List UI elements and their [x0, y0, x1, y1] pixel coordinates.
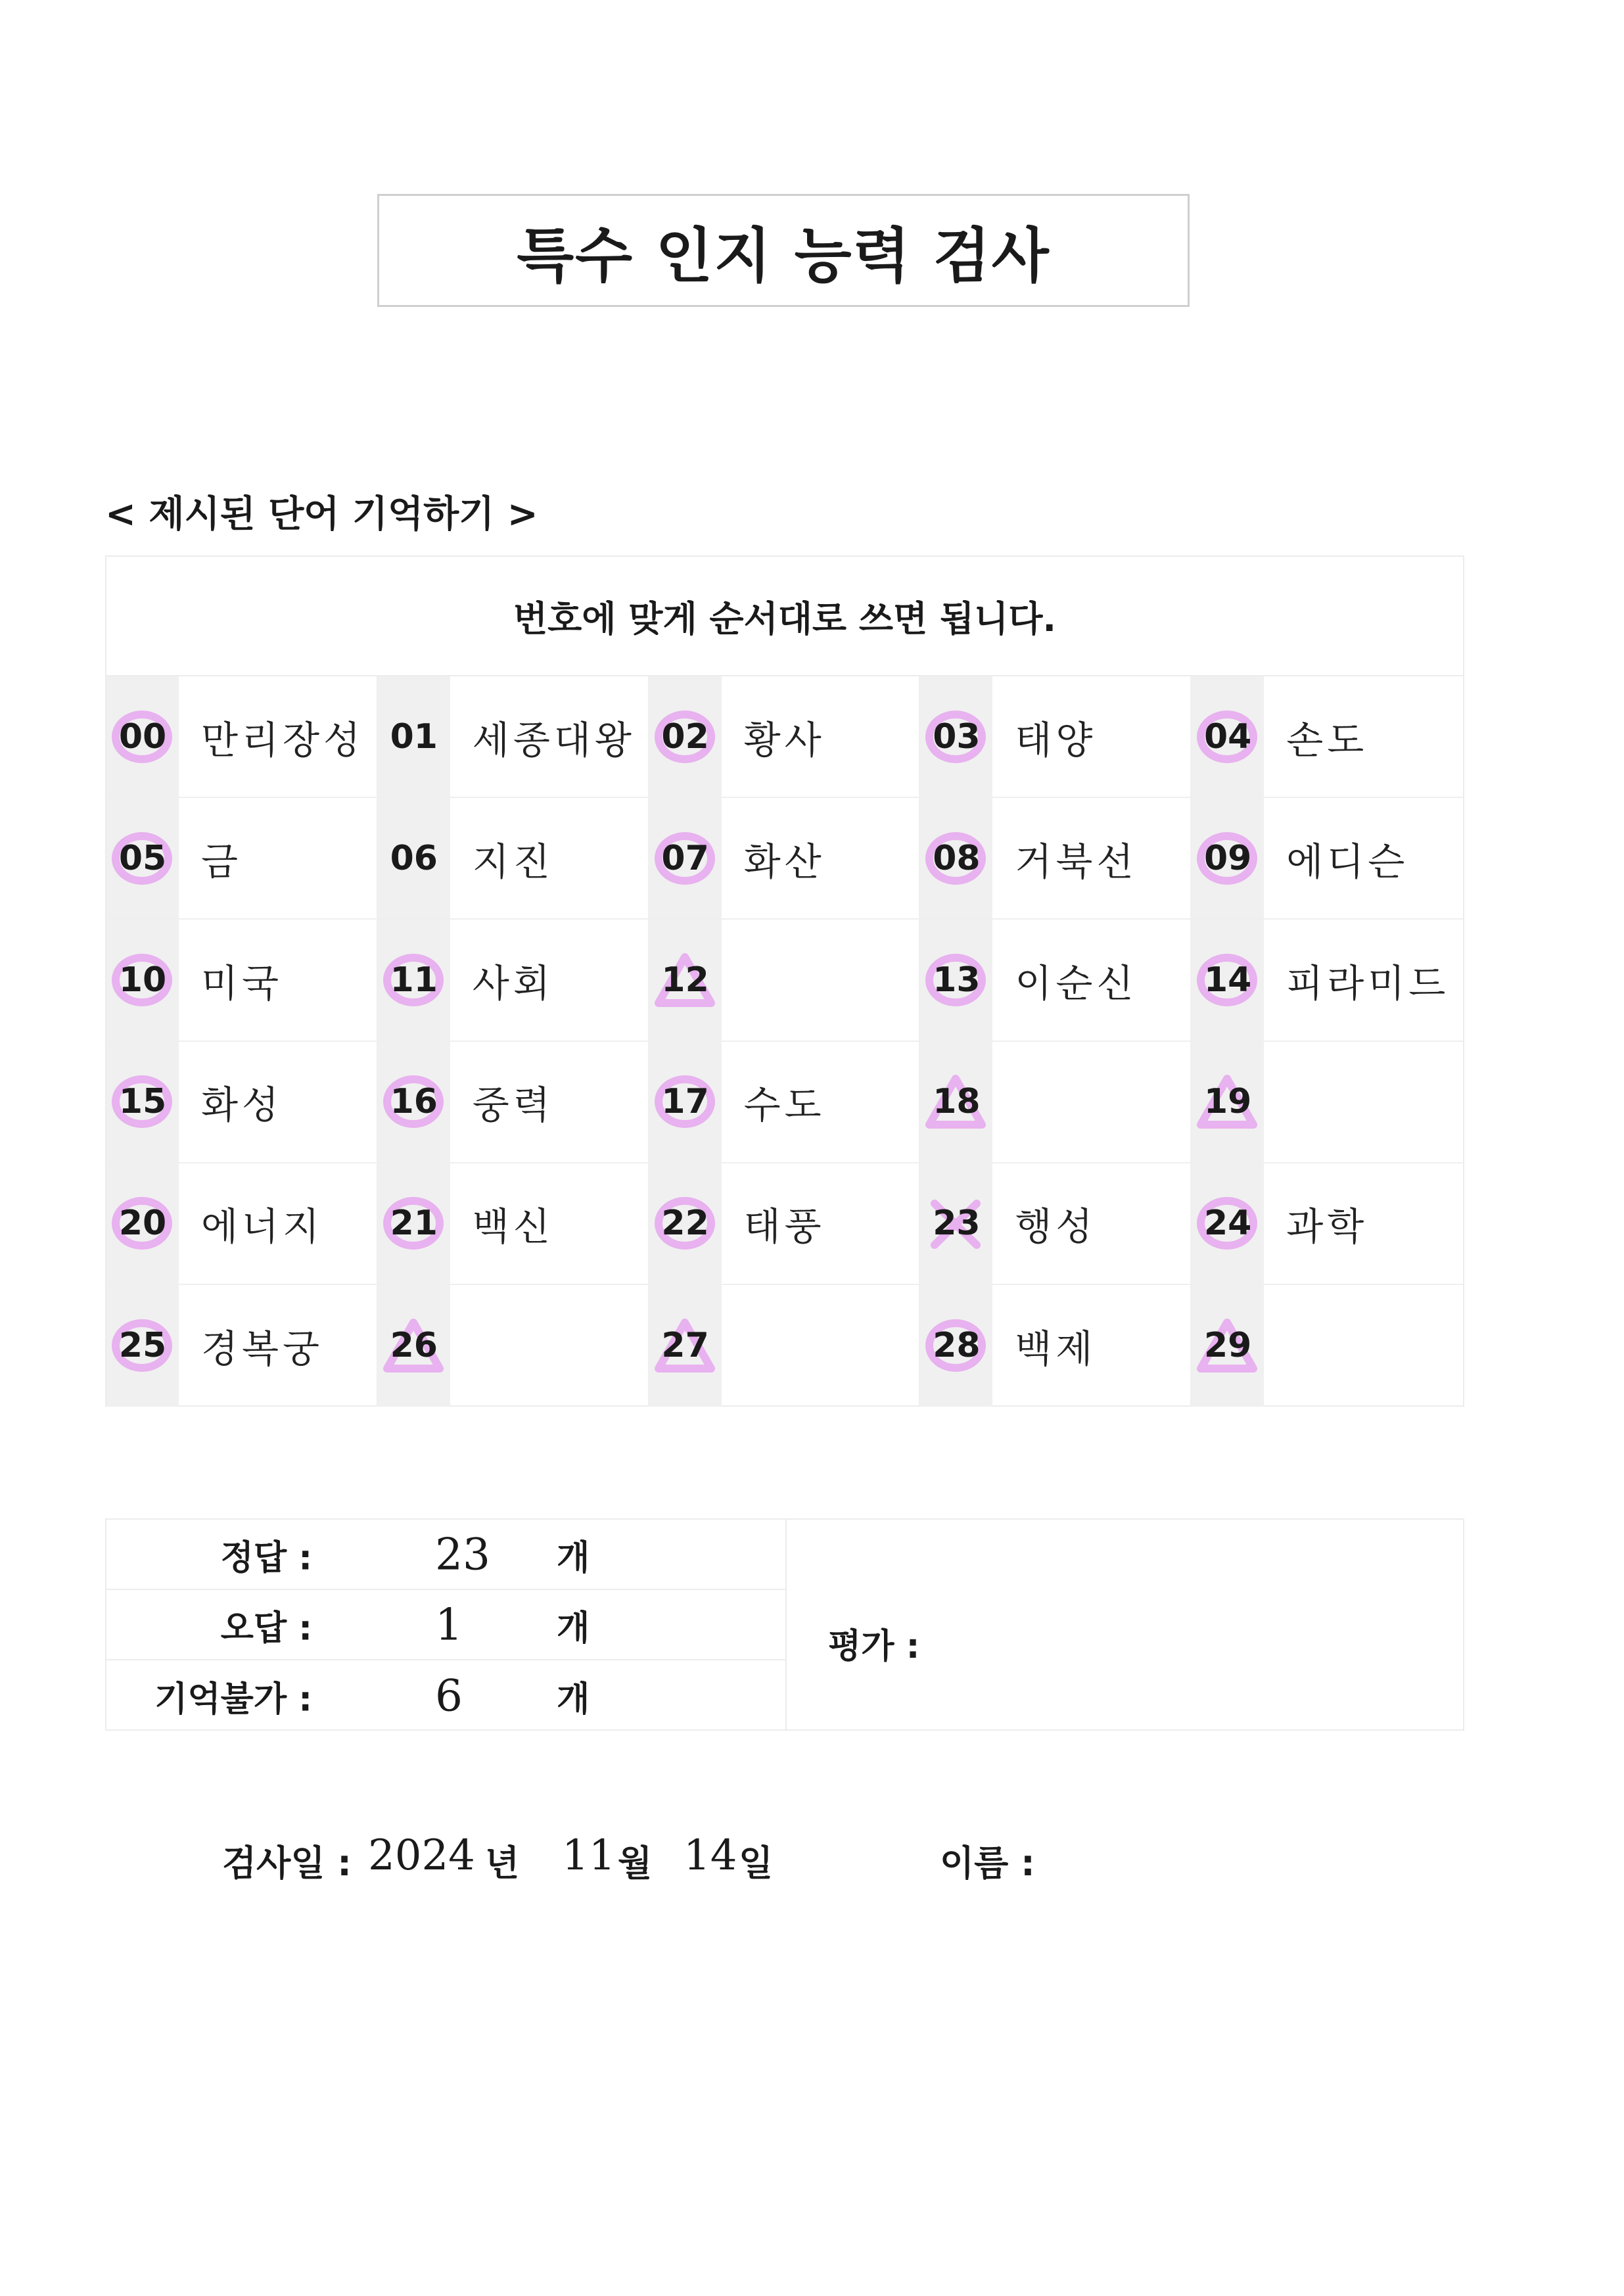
number-column: [1192, 1042, 1264, 1162]
date-year: 2024: [368, 1831, 475, 1880]
item-number: 09: [1204, 838, 1252, 878]
item-number: 10: [118, 960, 167, 1000]
word-cell-08: [920, 798, 1192, 920]
item-number: 21: [390, 1204, 438, 1244]
score-box: [105, 1518, 1464, 1731]
word-cell-21: [378, 1163, 649, 1285]
word-cell-29: [1192, 1285, 1463, 1407]
word-cell-16: [378, 1042, 649, 1163]
section-heading: < 제시된 단어 기억하기 >: [105, 493, 538, 536]
word-cell-09: [1192, 798, 1463, 920]
item-number: 03: [933, 716, 981, 757]
item-number: 08: [933, 838, 981, 878]
number-column: [106, 1042, 179, 1162]
number-column: [378, 1163, 450, 1284]
number-column: [649, 1285, 722, 1407]
evaluation-label: 평가 :: [828, 1627, 920, 1666]
wrong-row: [106, 1590, 785, 1660]
unknown-value: 6: [435, 1670, 463, 1721]
item-number: 11: [390, 960, 438, 1000]
item-number: 13: [933, 960, 981, 1000]
number-column: [649, 676, 722, 797]
handwritten-answer: 피라미드: [1286, 960, 1450, 1006]
handwritten-answer: 중력: [472, 1083, 554, 1128]
number-column: [106, 676, 179, 797]
word-cell-14: [1192, 920, 1463, 1041]
item-number: 00: [118, 716, 167, 757]
handwritten-answer: 에너지: [201, 1204, 324, 1250]
item-number: 20: [118, 1204, 167, 1244]
word-cell-05: [106, 798, 378, 920]
item-number: 27: [661, 1326, 709, 1366]
handwritten-answer: 백제: [1015, 1326, 1097, 1372]
handwritten-answer: 행성: [1015, 1204, 1097, 1250]
wrong-value: 1: [435, 1599, 463, 1650]
number-column: [106, 1163, 179, 1284]
word-cell-03: [920, 676, 1192, 798]
word-cell-11: [378, 920, 649, 1041]
word-cell-20: [106, 1163, 378, 1285]
handwritten-answer: 과학: [1286, 1204, 1368, 1250]
word-cell-04: [1192, 676, 1463, 798]
item-number: 06: [390, 838, 438, 878]
number-column: [378, 676, 450, 797]
item-number: 05: [118, 838, 167, 878]
word-cell-17: [649, 1042, 921, 1163]
handwritten-answer: 사회: [472, 960, 554, 1006]
number-column: [378, 920, 450, 1040]
item-number: 14: [1204, 960, 1252, 1000]
handwritten-answer: 화성: [201, 1083, 283, 1128]
date-day: 14: [684, 1831, 737, 1880]
unknown-label: 기억불가 :: [154, 1679, 312, 1719]
handwritten-answer: 수도: [743, 1083, 825, 1128]
date-month: 11: [562, 1831, 616, 1880]
handwritten-answer: 태풍: [743, 1204, 825, 1250]
number-column: [106, 798, 179, 918]
item-number: 18: [933, 1082, 981, 1122]
item-number: 17: [661, 1082, 709, 1122]
handwritten-answer: 에디슨: [1286, 839, 1409, 884]
number-column: [1192, 920, 1264, 1040]
handwritten-answer: 백신: [472, 1204, 554, 1250]
number-column: [106, 920, 179, 1040]
word-cell-07: [649, 798, 921, 920]
word-cell-19: [1192, 1042, 1463, 1163]
word-grid: [106, 676, 1463, 1407]
word-cell-15: [106, 1042, 378, 1163]
item-number: 29: [1204, 1326, 1252, 1366]
wrong-label: 오답 :: [220, 1608, 312, 1648]
word-cell-06: [378, 798, 649, 920]
handwritten-answer: 만리장성: [201, 717, 365, 762]
word-cell-26: [378, 1285, 649, 1407]
handwritten-answer: 이순신: [1015, 960, 1138, 1006]
number-column: [378, 1285, 450, 1407]
word-cell-23: [920, 1163, 1192, 1285]
item-number: 02: [661, 716, 709, 757]
word-cell-18: [920, 1042, 1192, 1163]
handwritten-answer: 미국: [201, 960, 283, 1006]
year-unit: 년: [485, 1842, 520, 1884]
number-column: [920, 676, 992, 797]
number-column: [920, 1285, 992, 1407]
word-cell-24: [1192, 1163, 1463, 1285]
handwritten-answer: 화산: [743, 839, 825, 884]
item-number: 12: [661, 960, 709, 1000]
item-number: 24: [1204, 1204, 1252, 1244]
score-divider: [785, 1520, 787, 1729]
item-number: 28: [933, 1326, 981, 1366]
number-column: [920, 920, 992, 1040]
wrong-unit: 개: [557, 1608, 590, 1648]
correct-value: 23: [435, 1529, 490, 1580]
number-column: [378, 1042, 450, 1162]
word-cell-02: [649, 676, 921, 798]
unknown-unit: 개: [557, 1679, 590, 1719]
instruction-text: 번호에 맞게 순서대로 쓰면 됩니다.: [513, 597, 1056, 640]
word-cell-27: [649, 1285, 921, 1407]
month-unit: 월: [618, 1842, 653, 1884]
handwritten-answer: 세종대왕: [472, 717, 636, 762]
number-column: [649, 1163, 722, 1284]
handwritten-answer: 지진: [472, 839, 554, 884]
instruction-row: [106, 557, 1463, 676]
number-column: [920, 1163, 992, 1284]
item-number: 15: [118, 1082, 167, 1122]
item-number: 22: [661, 1204, 709, 1244]
word-cell-25: [106, 1285, 378, 1407]
handwritten-answer: 황사: [743, 717, 825, 762]
item-number: 04: [1204, 716, 1252, 757]
number-column: [1192, 1285, 1264, 1407]
number-column: [1192, 676, 1264, 797]
name-label: 이름 :: [940, 1842, 1035, 1884]
number-column: [1192, 798, 1264, 918]
word-cell-28: [920, 1285, 1192, 1407]
number-column: [649, 798, 722, 918]
number-column: [920, 798, 992, 918]
number-column: [649, 1042, 722, 1162]
item-number: 23: [933, 1204, 981, 1244]
number-column: [649, 920, 722, 1040]
handwritten-answer: 거북선: [1015, 839, 1138, 884]
handwritten-answer: 경복궁: [201, 1326, 324, 1372]
word-cell-01: [378, 676, 649, 798]
number-column: [106, 1285, 179, 1407]
item-number: 16: [390, 1082, 438, 1122]
item-number: 01: [390, 716, 438, 757]
item-number: 26: [390, 1326, 438, 1366]
day-unit: 일: [739, 1842, 774, 1884]
item-number: 07: [661, 838, 709, 878]
correct-label: 정답 :: [220, 1538, 312, 1578]
word-table: [105, 555, 1464, 1407]
number-column: [1192, 1163, 1264, 1284]
correct-row: [106, 1520, 785, 1590]
handwritten-answer: 태양: [1015, 717, 1097, 762]
date-label: 검사일 :: [222, 1842, 352, 1884]
word-cell-22: [649, 1163, 921, 1285]
correct-unit: 개: [557, 1538, 590, 1578]
number-column: [378, 798, 450, 918]
word-cell-00: [106, 676, 378, 798]
item-number: 19: [1204, 1082, 1252, 1122]
word-cell-12: [649, 920, 921, 1041]
word-cell-13: [920, 920, 1192, 1041]
handwritten-answer: 손도: [1286, 717, 1368, 762]
title-box: [377, 194, 1190, 307]
item-number: 25: [118, 1326, 167, 1366]
unknown-row: [106, 1660, 785, 1731]
page-title: 특수 인지 능력 검사: [517, 222, 1050, 291]
handwritten-answer: 금: [201, 839, 243, 884]
word-cell-10: [106, 920, 378, 1041]
number-column: [920, 1042, 992, 1162]
